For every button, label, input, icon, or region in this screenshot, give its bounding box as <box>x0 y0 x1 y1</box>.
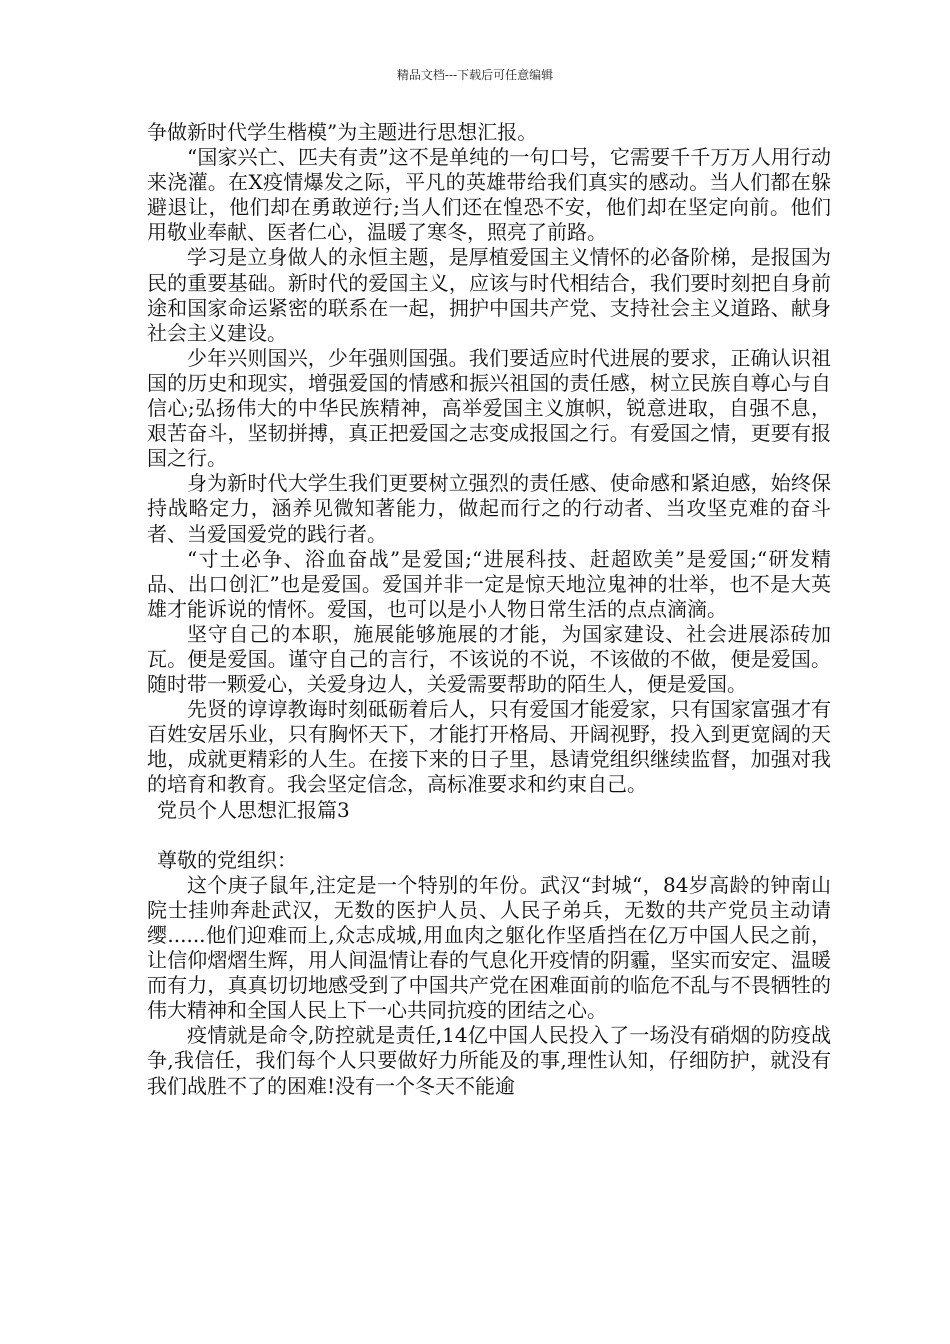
paragraph: 这个庚子鼠年,注定是一个特别的年份。武汉“封城“，84岁高龄的钟南山院士挂帅奔赴武汉，无数的医护人员、人民子弟兵，无数的共产党员主动请缨......他们迎难而上,众志成城,用血肉之躯化作坚盾挡在亿万中国人民之前，让信仰熠熠生辉，用人间温情让春的气息化开疫情的阴霾，坚实而安定、温暖而有力，真真切切地感受到了中国共产党在困难面前的临危不乱与不畏牺牲的伟大精神和全国人民上下一心共同抗疫的团结之心。 <box>147 872 831 1023</box>
blank-line <box>147 823 831 848</box>
paragraph: 少年兴则国兴，少年强则国强。我们要适应时代进展的要求，正确认识祖国的历史和现实，增强爱国的情感和振兴祖国的责任感，树立民族自尊心与自信心;弘扬伟大的中华民族精神，高举爱国主义旗帜，锐意进取，自强不息，艰苦奋斗，坚韧拼搏，真正把爱国之志变成报国之行。有爱国之情，更要有报国之行。 <box>147 345 831 471</box>
paragraph: 身为新时代大学生我们更要树立强烈的责任感、使命感和紧迫感，始终保持战略定力，涵养见微知著能力，做起而行之的行动者、当攻坚克难的奋斗者、当爱国爱党的践行者。 <box>147 471 831 546</box>
paragraph: “寸土必争、浴血奋战”是爱国;“进展科技、赶超欧美”是爱国;“研发精品、出口创汇”也是爱国。爱国并非一定是惊天地泣鬼神的壮举，也不是大英雄才能诉说的情怀。爱国，也可以是小人物日常生活的点点滴滴。 <box>147 546 831 621</box>
paragraph: 争做新时代学生楷模”为主题进行思想汇报。 <box>147 120 538 144</box>
paragraph: “国家兴亡、匹夫有责”这不是单纯的一句口号，它需要千千万万人用行动来浇灌。在X疫情爆发之际，平凡的英雄带给我们真实的感动。当人们都在躲避退让，他们却在勇敢逆行;当人们还在惶恐不安，他们却在坚定向前。他们用敬业奉献、医者仁心，温暖了寒冬，照亮了前路。 <box>147 145 831 245</box>
document-body <box>147 120 831 1099</box>
page-header: 精品文档---下载后可任意编辑 <box>396 68 554 82</box>
paragraph: 坚守自己的本职，施展能够施展的才能，为国家建设、社会进展添砖加瓦。便是爱国。谨守自己的言行，不该说的不说，不该做的不做，便是爱国。随时带一颗爱心，关爱身边人，关爱需要帮助的陌生人，便是爱国。 <box>147 621 831 697</box>
paragraph: 先贤的谆谆教诲时刻砥砺着后人，只有爱国才能爱家，只有国家富强才有百姓安居乐业，只有胸怀天下，才能打开格局、开阔视野，投入到更宽阔的天地，成就更精彩的人生。在接下来的日子里，恳请党组织继续监督，加强对我的培育和教育。我会坚定信念，高标准要求和约束自己。 <box>147 697 831 797</box>
paragraph: 学习是立身做人的永恒主题，是厚植爱国主义情怀的必备阶梯，是报国为民的重要基础。新时代的爱国主义，应该与时代相结合，我们要时刻把自身前途和国家命运紧密的联系在一起，拥护中国共产党、支持社会主义道路、献身社会主义建设。 <box>147 245 831 345</box>
salutation: 尊敬的党组织： <box>157 847 297 872</box>
section-title: 党员个人思想汇报篇3 <box>157 797 350 822</box>
paragraph: 疫情就是命令,防控就是责任,14亿中国人民投入了一场没有硝烟的防疫战争,我信任，我们每个人只要做好力所能及的事,理性认知，仔细防护，就没有我们战胜不了的困难!没有一个冬天不能逾 <box>147 1023 831 1098</box>
